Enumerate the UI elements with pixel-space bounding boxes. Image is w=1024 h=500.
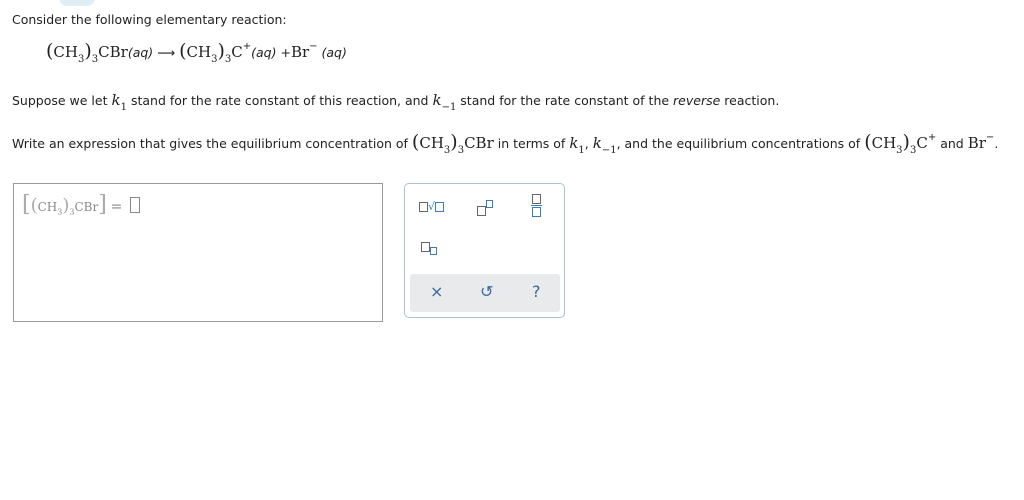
write-expression-text: Write an expression that gives the equilibrium concentration of $(CH_3)_3CBr$ in terms of $k_1$, $k_{-1}$, and the equilibrium concentrations of $(CH_3)_3C^+$ and Br−. <box>12 131 999 156</box>
product1-state: (aq) <box>251 45 277 60</box>
answer-cursor-box[interactable] <box>130 197 140 213</box>
square-icon <box>435 202 444 212</box>
product1-c: C <box>231 43 243 61</box>
product1-ch: CH <box>186 43 212 61</box>
reactant-rest: CBr <box>98 43 128 61</box>
square-icon <box>477 206 486 216</box>
math-toolbox <box>404 183 565 318</box>
reaction-arrow: ⟶ <box>157 45 176 60</box>
square-small-icon <box>430 247 437 255</box>
subscript-button[interactable] <box>421 240 437 255</box>
suppose-text: Suppose we let $k_1$ stand for the rate constant of this reaction, and $k_{-1}$ stand for the rate constant of the reverse reaction. <box>12 91 780 113</box>
help-button[interactable]: ? <box>532 282 541 301</box>
fraction-bar-icon <box>531 205 542 206</box>
answer-input-area[interactable] <box>13 183 383 322</box>
sqrt-button[interactable]: √ <box>419 200 444 213</box>
product2-state: (aq) <box>321 45 347 60</box>
reactant-state: (aq) <box>127 45 154 60</box>
square-icon <box>532 207 541 217</box>
clear-button[interactable]: × <box>430 282 444 301</box>
square-icon <box>419 202 428 212</box>
toolbox-action-bar <box>410 274 560 312</box>
answer-expression: $[(CH_3)_3CBr]$ = <box>22 192 140 217</box>
plus-sign: + <box>280 45 291 60</box>
square-small-icon <box>486 200 493 208</box>
top-tab-indicator <box>59 0 95 6</box>
square-icon <box>532 194 541 204</box>
undo-button[interactable]: ↺ <box>480 282 494 301</box>
product2-br: Br <box>290 43 310 61</box>
reactant-ch: CH <box>53 43 78 61</box>
fraction-button[interactable] <box>531 194 542 217</box>
reaction-equation: $(CH_3)_3CBr(aq)$ ⟶ $(CH_3)_3C^+(aq) +Br^-$ (aq) <box>46 40 347 65</box>
intro-text: Consider the following elementary reaction: <box>12 12 287 27</box>
square-icon <box>421 242 430 252</box>
superscript-button[interactable] <box>477 200 493 217</box>
